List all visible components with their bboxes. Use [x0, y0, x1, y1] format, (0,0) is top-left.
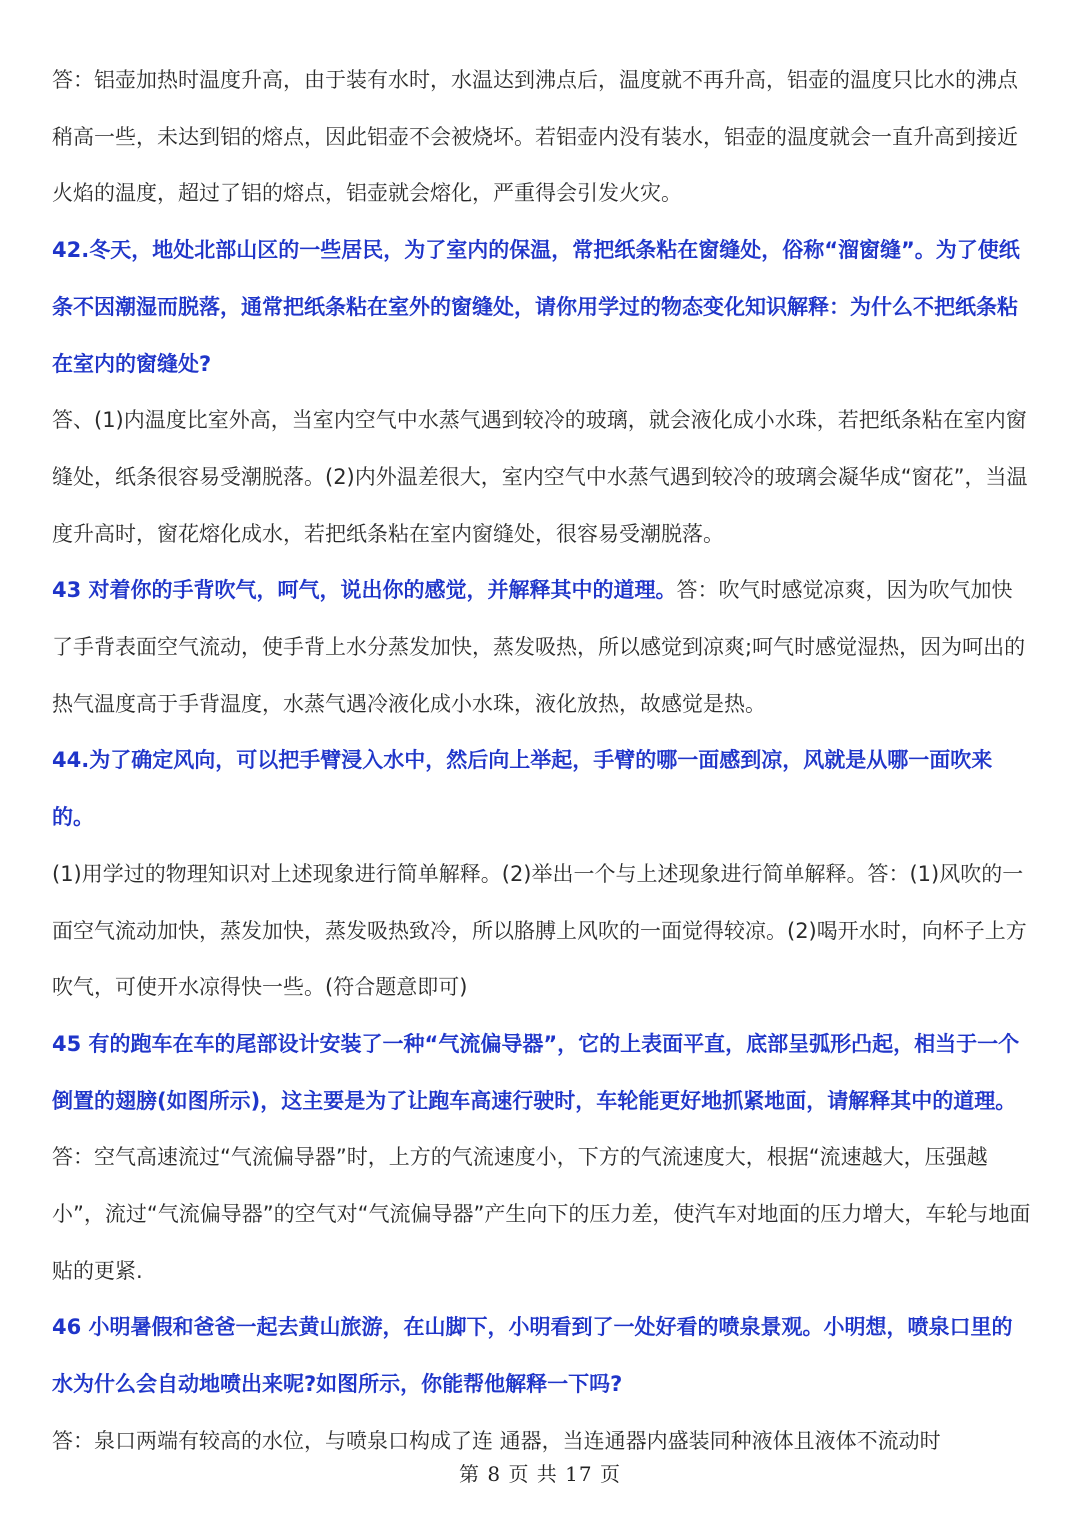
- question-paragraph-42: [52, 222, 1032, 392]
- question-text: 46 小明暑假和爸爸一起去黄山旅游，在山脚下，小明看到了一处好看的喷泉景观。小明想，喷泉口里的水为什么会自动地喷出来呢?如图所示，你能帮他解释一下吗?: [52, 1315, 1013, 1397]
- answer-paragraph-41: [52, 52, 1032, 222]
- question-paragraph-43: [52, 562, 1032, 732]
- question-text: 43 对着你的手背吹气，呵气，说出你的感觉，并解释其中的道理。: [52, 578, 677, 603]
- answer-text: 答：泉口两端有较高的水位，与喷泉口构成了连 通器，当连通器内盛装同种液体且液体不流动时: [52, 1428, 941, 1453]
- question-paragraph-44: [52, 732, 1032, 845]
- question-paragraph-46: [52, 1299, 1032, 1412]
- question-paragraph-45: [52, 1016, 1032, 1300]
- answer-text: 答：吹气时感觉凉爽，因为吹气加快了手背表面空气流动，使手背上水分蒸发加快，蒸发吸热，所以感觉到凉爽;呵气时感觉湿热，因为呵出的热气温度高于手背温度，水蒸气遇冷液化成小水珠，液化放热，故感觉是热。: [52, 578, 1026, 716]
- answer-paragraph-42: [52, 392, 1032, 562]
- answer-text: 答：空气高速流过“气流偏导器”时，上方的气流速度小，下方的气流速度大，根据“流速越大，压强越小”，流过“气流偏导器”的空气对“气流偏导器”产生向下的压力差，使汽车对地面的压力增大，车轮与地面贴的更紧.: [52, 1145, 1031, 1283]
- answer-text: 答、(1)内温度比室外高，当室内空气中水蒸气遇到较冷的玻璃，就会液化成小水珠，若把纸条粘在室内窗缝处，纸条很容易受潮脱落。(2)内外温差很大，室内空气中水蒸气遇到较冷的玻璃会凝华成“窗花”，当温度升高时，窗花熔化成水，若把纸条粘在室内窗缝处，很容易受潮脱落。: [52, 408, 1028, 546]
- answer-text: (1)用学过的物理知识对上述现象进行简单解释。(2)举出一个与上述现象进行简单解释。答：(1)风吹的一面空气流动加快，蒸发加快，蒸发吸热致冷，所以胳膊上风吹的一面觉得较凉。(2)喝开水时，向杯子上方吹气，可使开水凉得快一些。(符合题意即可): [52, 861, 1027, 1000]
- question-text: 44.为了确定风向，可以把手臂浸入水中，然后向上举起，手臂的哪一面感到凉，风就是从哪一面吹来的。: [52, 748, 993, 830]
- question-text: 42.冬天，地处北部山区的一些居民，为了室内的保温，常把纸条粘在窗缝处，俗称“溜窗缝”。为了使纸条不因潮湿而脱落，通常把纸条粘在室外的窗缝处，请你用学过的物态变化知识解释：为什么不把纸条粘在室内的窗缝处?: [52, 238, 1020, 376]
- question-text: 45 有的跑车在车的尾部设计安装了一种“气流偏导器”，它的上表面平直，底部呈弧形凸起，相当于一个倒置的翅膀(如图所示)，这主要是为了让跑车高速行驶时，车轮能更好地抓紧地面，请解释其中的道理。: [52, 1031, 1020, 1113]
- page-number-footer: 第 8 页 共 17 页: [459, 1462, 621, 1486]
- answer-paragraph-44: [52, 846, 1032, 1016]
- answer-text: 答：铝壶加热时温度升高，由于装有水时，水温达到沸点后，温度就不再升高，铝壶的温度只比水的沸点稍高一些，未达到铝的熔点，因此铝壶不会被烧坏。若铝壶内没有装水，铝壶的温度就会一直升高到接近火焰的温度，超过了铝的熔点，铝壶就会熔化，严重得会引发火灾。: [52, 68, 1018, 206]
- document-body: [52, 52, 1032, 1470]
